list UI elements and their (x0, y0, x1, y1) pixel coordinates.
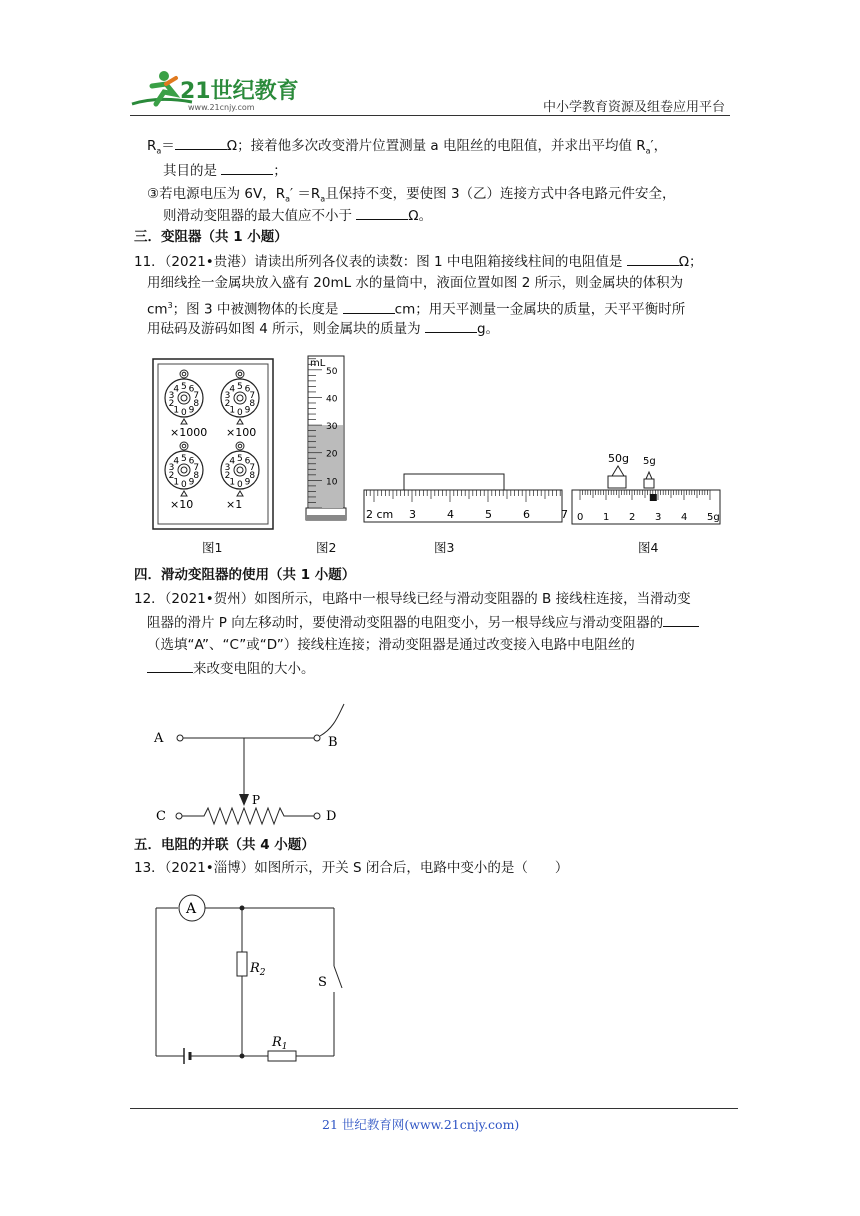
dial-digit: 7 (249, 390, 256, 401)
prev-line-2: 其目的是 ； (163, 163, 287, 179)
prev-line-4: 则滑动变阻器的最大值应不小于 Ω。 (163, 208, 433, 224)
dial-digit: 6 (244, 384, 251, 395)
dial-digit: 1 (173, 477, 180, 488)
dial-multiplier-label: ×1 (226, 498, 243, 511)
q11-line-4: 用砝码及游码如图 4 所示，则金属块的质量为 g。 (147, 321, 500, 337)
dial-multiplier-label: ×100 (226, 426, 257, 439)
dial-digit: 4 (173, 456, 180, 467)
dial-digit: 5 (237, 382, 243, 392)
dial-digit: 0 (237, 408, 243, 418)
ruler-tick-label: 4 (447, 508, 454, 521)
logo-text: 21世纪教育 (180, 79, 299, 104)
cylinder-tick-label: 20 (326, 449, 338, 460)
dial-digit: 4 (173, 384, 180, 395)
beam-tick-label: 0 (577, 512, 584, 523)
resistance-wire (182, 808, 314, 824)
figure-1-caption: 图1 (202, 540, 223, 555)
section-heading: 五．电阻的并联（共 4 小题） (134, 837, 315, 853)
dial-digit: 2 (168, 399, 175, 410)
figure-4-caption: 图4 (638, 540, 659, 555)
dial-digit: 8 (193, 471, 200, 482)
terminal-a-label: A (154, 731, 164, 746)
dial-digit: 3 (224, 390, 231, 401)
ammeter-label: A (186, 901, 197, 917)
weight-50g: 50g (608, 452, 629, 465)
cylinder-tick-label: 50 (326, 366, 338, 377)
cylinder-tick-label: 30 (326, 422, 338, 433)
dial-digit: 9 (188, 477, 195, 488)
ruler-tick-label: 5 (485, 508, 492, 521)
site-logo (128, 64, 298, 114)
dial-digit: 6 (244, 456, 251, 467)
cylinder-unit: mL (310, 358, 326, 369)
parallel-circuit-figure (148, 892, 348, 1064)
cylinder-tick-label: 10 (326, 477, 338, 488)
dial-digit: 8 (193, 399, 200, 410)
dial-digit: 5 (181, 454, 187, 464)
terminal-d-label: D (326, 809, 337, 824)
weight-5g: 5g (643, 456, 656, 467)
q12-line-2: 阻器的滑片 P 向左移动时，要使滑动变阻器的电阻变小，另一根导线应与滑动变阻器的 (147, 613, 699, 632)
ruler-tick-label: 7 (561, 508, 568, 521)
q12-line-1: 12．（2021•贺州）如图所示，电路中一根导线已经与滑动变阻器的 B 接线柱连接，当滑动变 (134, 591, 691, 607)
ruler-tick-label: 3 (409, 508, 416, 521)
prev-line-3: ③若电源电压为 6V，$R_a' =R_a$且保持不变，要使图 3（乙）连接方式中各电路元件安全， (147, 186, 676, 204)
header-divider (130, 115, 730, 116)
beam-tick-label: 2 (629, 512, 636, 523)
resistor-r2 (237, 952, 247, 976)
switch-s-label: S (318, 975, 327, 990)
dial-digit: 3 (168, 390, 175, 401)
q11-line-2: 用细线拴一金属块放入盛有 20mL 水的量筒中，液面位置如图 2 所示，则金属块的体积为 (147, 275, 684, 291)
q11-line-1: 11．（2021•贵港）请读出所列各仪表的读数：图 1 中电阻箱接线柱间的电阻值是 Ω； (134, 254, 703, 270)
figure-2-caption: 图2 (316, 540, 337, 555)
dial-digit: 6 (188, 456, 195, 467)
r2-label: $R_2$ (250, 961, 266, 978)
dial-digit: 1 (173, 405, 180, 416)
dial-digit: 9 (244, 405, 251, 416)
dial-digit: 4 (229, 384, 236, 395)
section-heading: 四．滑动变阻器的使用（共 1 小题） (134, 567, 356, 583)
dial-digit: 5 (237, 454, 243, 464)
balance-figure (570, 452, 722, 528)
ruler-figure (362, 470, 566, 526)
beam-tick-label: 5g (707, 512, 720, 523)
dial-digit: 9 (188, 405, 195, 416)
q11-line-3: $cm^3$；图 3 中被测物体的长度是 cm；用天平测量一金属块的质量，天平平衡时所 (147, 301, 686, 318)
dial-digit: 8 (249, 471, 256, 482)
switch-s (334, 966, 342, 988)
dial-1[interactable] (165, 370, 207, 439)
platform-name: 中小学教育资源及组卷应用平台 (543, 100, 726, 115)
dial-digit: 0 (237, 480, 243, 490)
dial-digit: 6 (188, 384, 195, 395)
dial-digit: 0 (181, 480, 187, 490)
dial-3[interactable] (165, 442, 203, 511)
dial-digit: 8 (249, 399, 256, 410)
rheostat-figure (148, 700, 368, 830)
dial-4[interactable] (221, 442, 259, 511)
logo-subtext: www.21cnjy.com (188, 103, 255, 112)
r1-label: $R_1$ (272, 1035, 288, 1052)
dial-digit: 7 (249, 462, 256, 473)
dial-digit: 2 (168, 471, 175, 482)
figure-3-caption: 图3 (434, 540, 455, 555)
beam-tick-label: 3 (655, 512, 662, 523)
dial-multiplier-label: ×1000 (170, 426, 208, 439)
slider-p-arrow (239, 794, 249, 806)
dial-digit: 0 (181, 408, 187, 418)
footer-divider (130, 1108, 738, 1109)
dial-digit: 2 (224, 399, 231, 410)
dial-digit: 7 (193, 462, 200, 473)
graduated-cylinder-figure (298, 348, 356, 534)
q13-line-1: 13．（2021•淄博）如图所示，开关 S 闭合后，电路中变小的是（ ） (134, 860, 569, 876)
measured-object (404, 474, 504, 490)
resistor-r1 (268, 1051, 296, 1061)
terminal-b-label: B (328, 735, 338, 750)
q12-line-3: （选填“A”、“C”或“D”）接线柱连接；滑动变阻器是通过改变接入电路中电阻丝的 (147, 637, 635, 653)
ruler-tick-label: 2 cm (366, 508, 394, 521)
terminal-c-label: C (156, 809, 166, 824)
footer-site[interactable]: 21 世纪教育网(www.21cnjy.com) (322, 1117, 520, 1132)
liquid-column (309, 425, 343, 508)
dial-digit: 7 (193, 390, 200, 401)
dial-digit: 1 (229, 477, 236, 488)
rider[interactable] (650, 494, 657, 501)
ruler-tick-label: 6 (523, 508, 530, 521)
dial-2[interactable] (221, 370, 259, 439)
dial-digit: 3 (168, 462, 175, 473)
section-heading: 三．变阻器（共 1 小题） (134, 229, 288, 245)
cylinder-tick-label: 40 (326, 394, 338, 405)
prev-line-1: $R_a= \Omega$；接着他多次改变滑片位置测量 a 电阻丝的电阻值，并求出平均值 $R_a'$， (147, 138, 668, 156)
beam-tick-label: 1 (603, 512, 610, 523)
dial-digit: 4 (229, 456, 236, 467)
dial-digit: 9 (244, 477, 251, 488)
slider-p-label: P (252, 793, 261, 807)
resistance-box-figure (152, 358, 274, 530)
dial-multiplier-label: ×10 (170, 498, 194, 511)
dial-digit: 1 (229, 405, 236, 416)
q12-line-4: 来改变电阻的大小。 (147, 659, 315, 678)
beam-tick-label: 4 (681, 512, 688, 523)
dial-digit: 5 (181, 382, 187, 392)
dial-digit: 2 (224, 471, 231, 482)
dial-digit: 3 (224, 462, 231, 473)
